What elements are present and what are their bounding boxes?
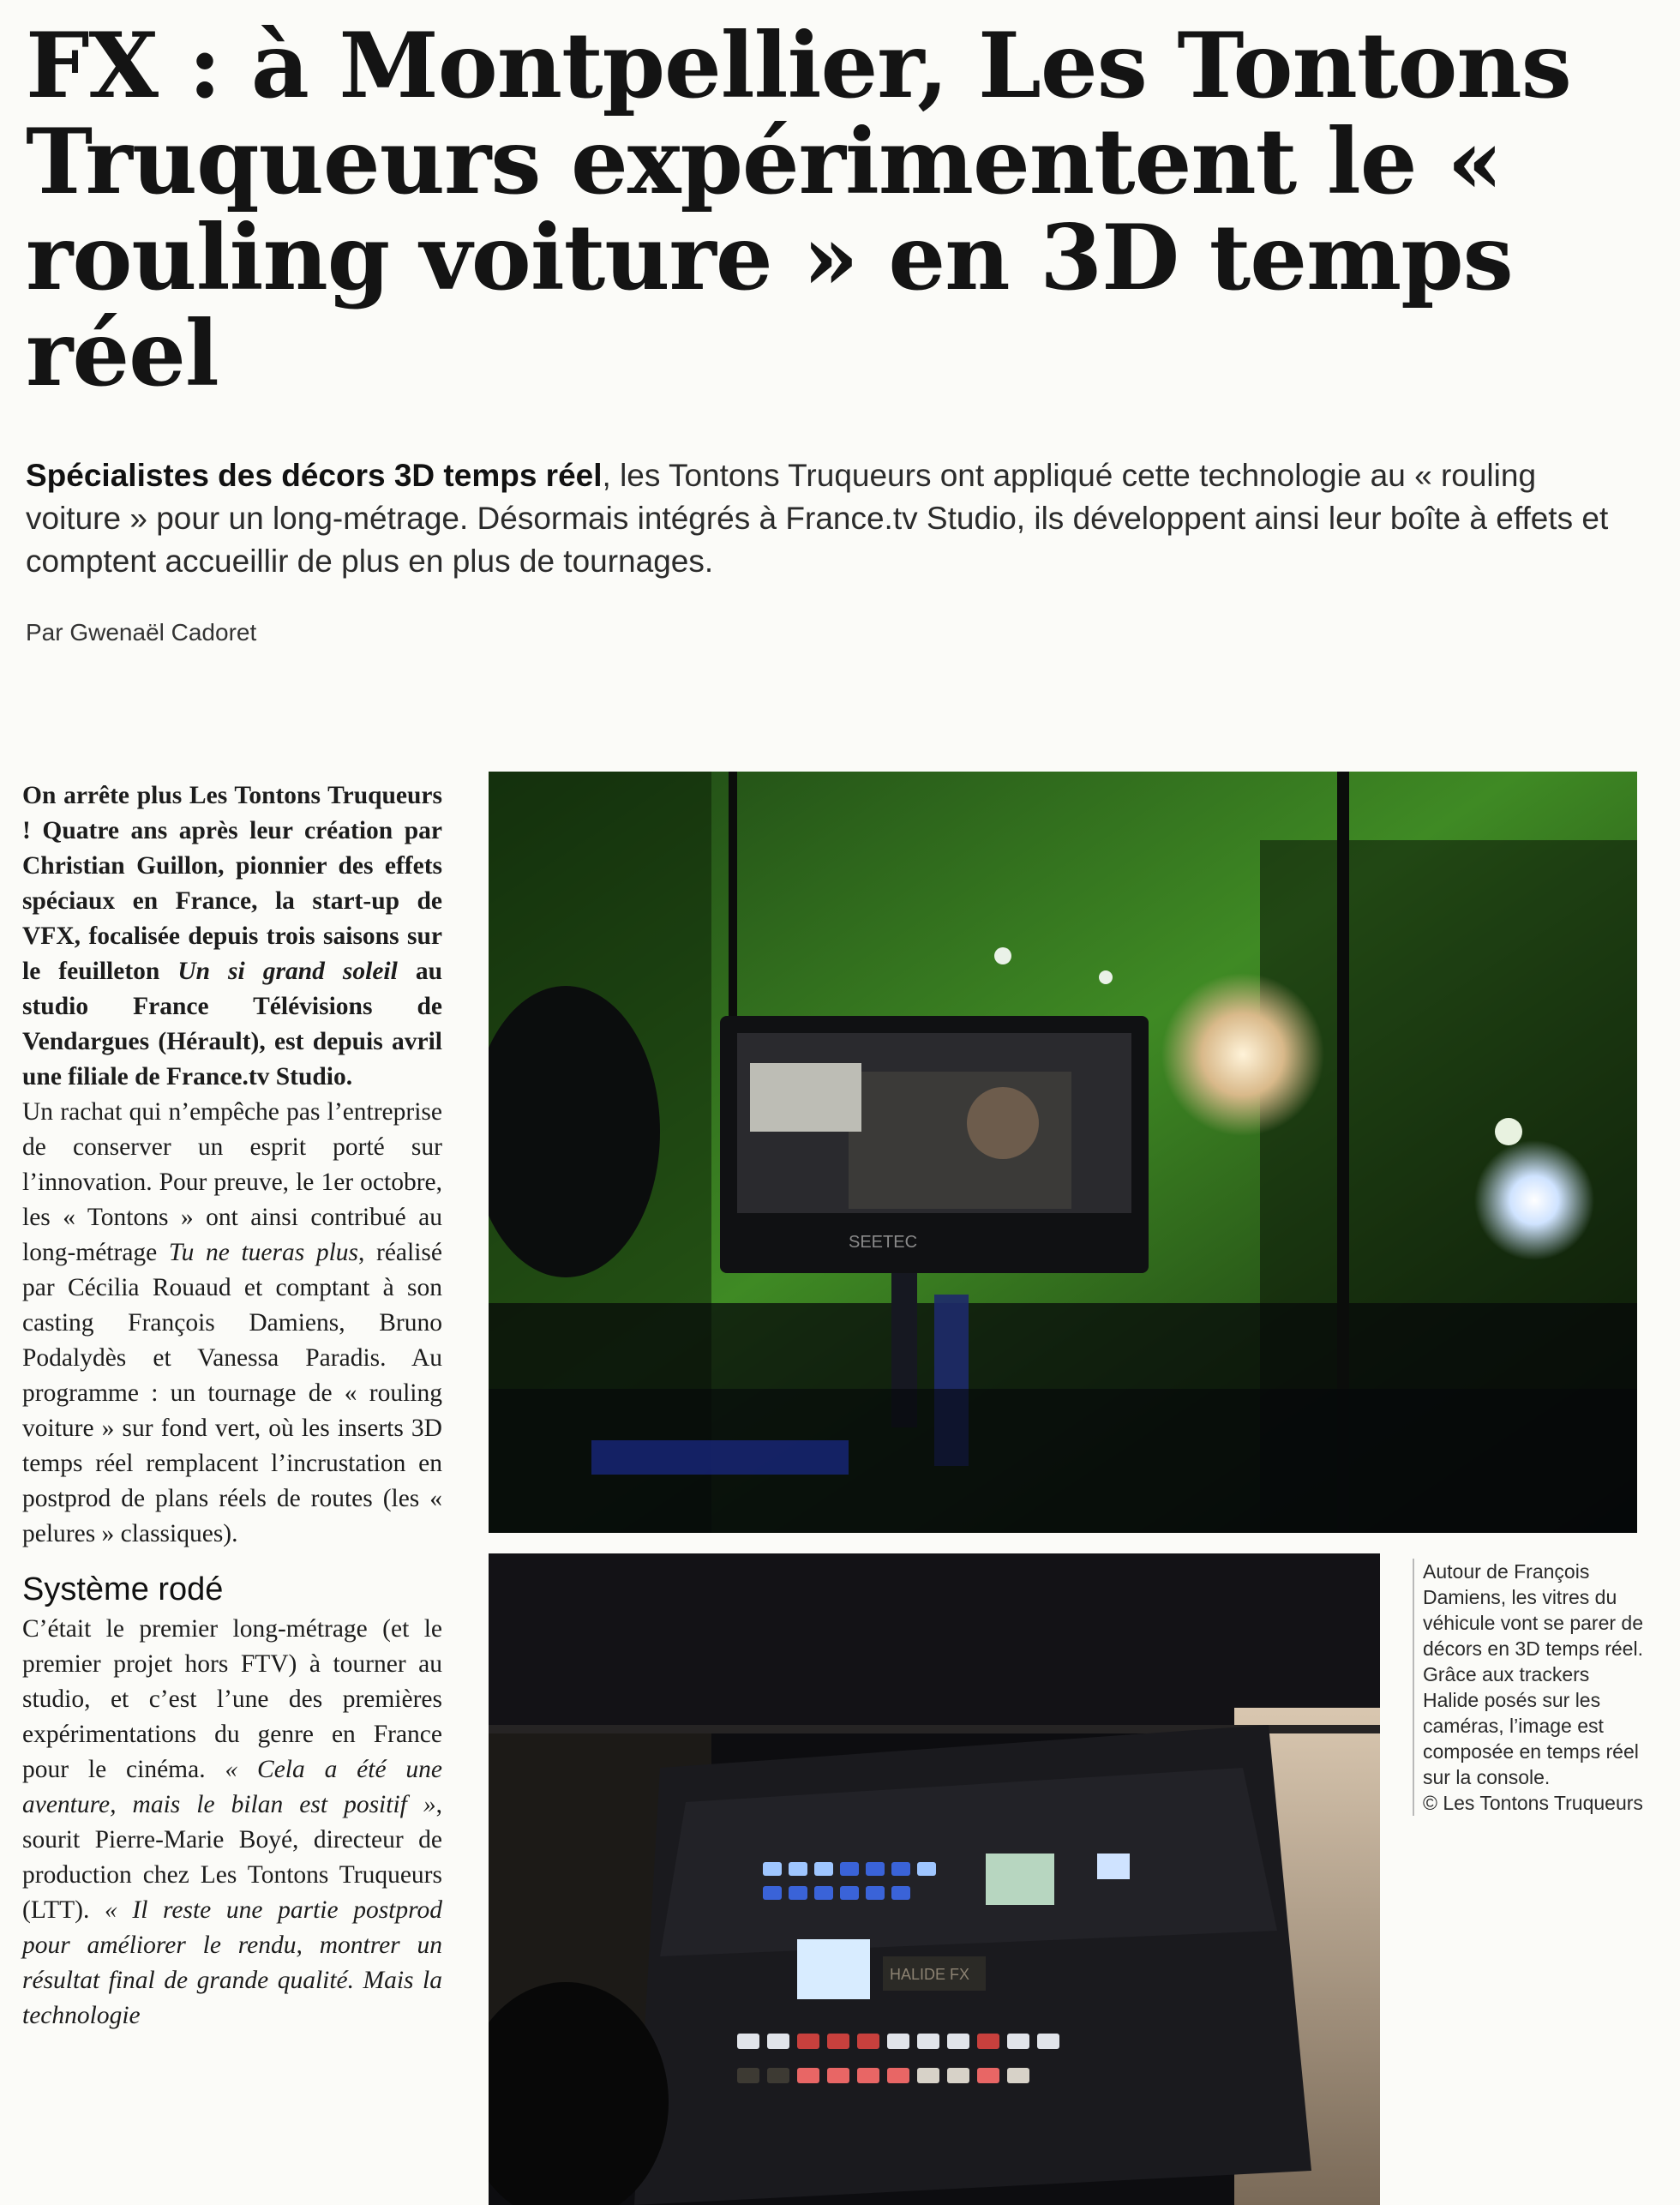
body-text: C’était le premier long-métrage (et le premier projet hors FTV) à tourner au studio, et c’est l’une des premières expérimentations du genre en France pour le cinéma. (22, 1615, 442, 1783)
photo-control-console (489, 1553, 1380, 2205)
greenscreen-illustration (489, 772, 1637, 1533)
photo-caption (1413, 1559, 1647, 1816)
caption-text: Autour de François Damiens, les vitres du véhicule vont se parer de décors en 3D temps réel. Grâce aux trackers Halide posés sur les caméras, l’image est composée en temps réel sur la console. (1423, 1560, 1643, 1788)
photo-greenscreen-set (489, 772, 1637, 1533)
body-text-end: , réalisé par Cécilia Rouaud et comptant à son casting François Damiens, Bruno Podalydès et Vanessa Paradis. Au programme : un tournage de « rouling voiture » sur fond vert, où les inserts 3D temps réel remplacent l’incrustation en postprod de plans réels de routes (les « pelures » classiques). (22, 1239, 442, 1547)
intro-paragraph (22, 778, 442, 1095)
quote: « Cela a été une aventure, mais le bilan est positif » (22, 1756, 442, 1818)
article-headline: FX : à Montpellier, Les Tontons Truqueurs expérimentent le « rouling voiture » en 3D temps réel (26, 12, 1571, 406)
byline: Par Gwenaël Cadoret (26, 619, 257, 646)
photo-credit: © Les Tontons Truqueurs (1423, 1792, 1643, 1814)
lede-text: , les Tontons Truqueurs ont appliqué cette technologie au « rouling voiture » pour un long-métrage. Désormais intégrés à France.tv Studio, ils développent ainsi leur boîte à effets et comptent accueillir de plus en plus de tournages. (26, 458, 1609, 579)
show-title: Un si grand soleil (177, 958, 398, 985)
intro-text: On arrête plus Les Tontons Truqueurs ! Quatre ans après leur création par Christian Guillon, pionnier des effets spéciaux en France, la start-up de VFX, focalisée depuis trois saisons sur le feuilleton (22, 782, 442, 985)
monitor-brand: SEETEC (849, 1233, 918, 1252)
console-brand: HALIDE FX (890, 1966, 970, 1983)
quote: « Il reste une partie postprod pour améliorer le rendu, montrer un résultat final de grande qualité. Mais la technologie (22, 1896, 443, 2029)
body-text: Un rachat qui n’empêche pas l’entreprise de conserver un esprit porté sur l’innovation. Pour preuve, le 1er octobre, les « Tontons » ont ainsi contribué au long-métrage (22, 1098, 442, 1266)
subhead: Système rodé (22, 1571, 224, 1607)
body-paragraph (22, 1095, 442, 1552)
body-column (22, 778, 442, 2034)
film-title: Tu ne tueras plus (168, 1239, 359, 1266)
body-text: , sourit Pierre-Marie Boyé, directeur de production chez Les Tontons Truqueurs (LTT). (22, 1791, 442, 1924)
console-illustration (489, 1553, 1380, 2205)
article-lede (26, 454, 1637, 583)
intro-text-end: au studio France Télévisions de Vendargues (Hérault), est depuis avril une filiale de France.tv Studio. (22, 958, 442, 1090)
lede-bold: Spécialistes des décors 3D temps réel (26, 458, 603, 493)
body-paragraph-2 (22, 1612, 442, 2034)
